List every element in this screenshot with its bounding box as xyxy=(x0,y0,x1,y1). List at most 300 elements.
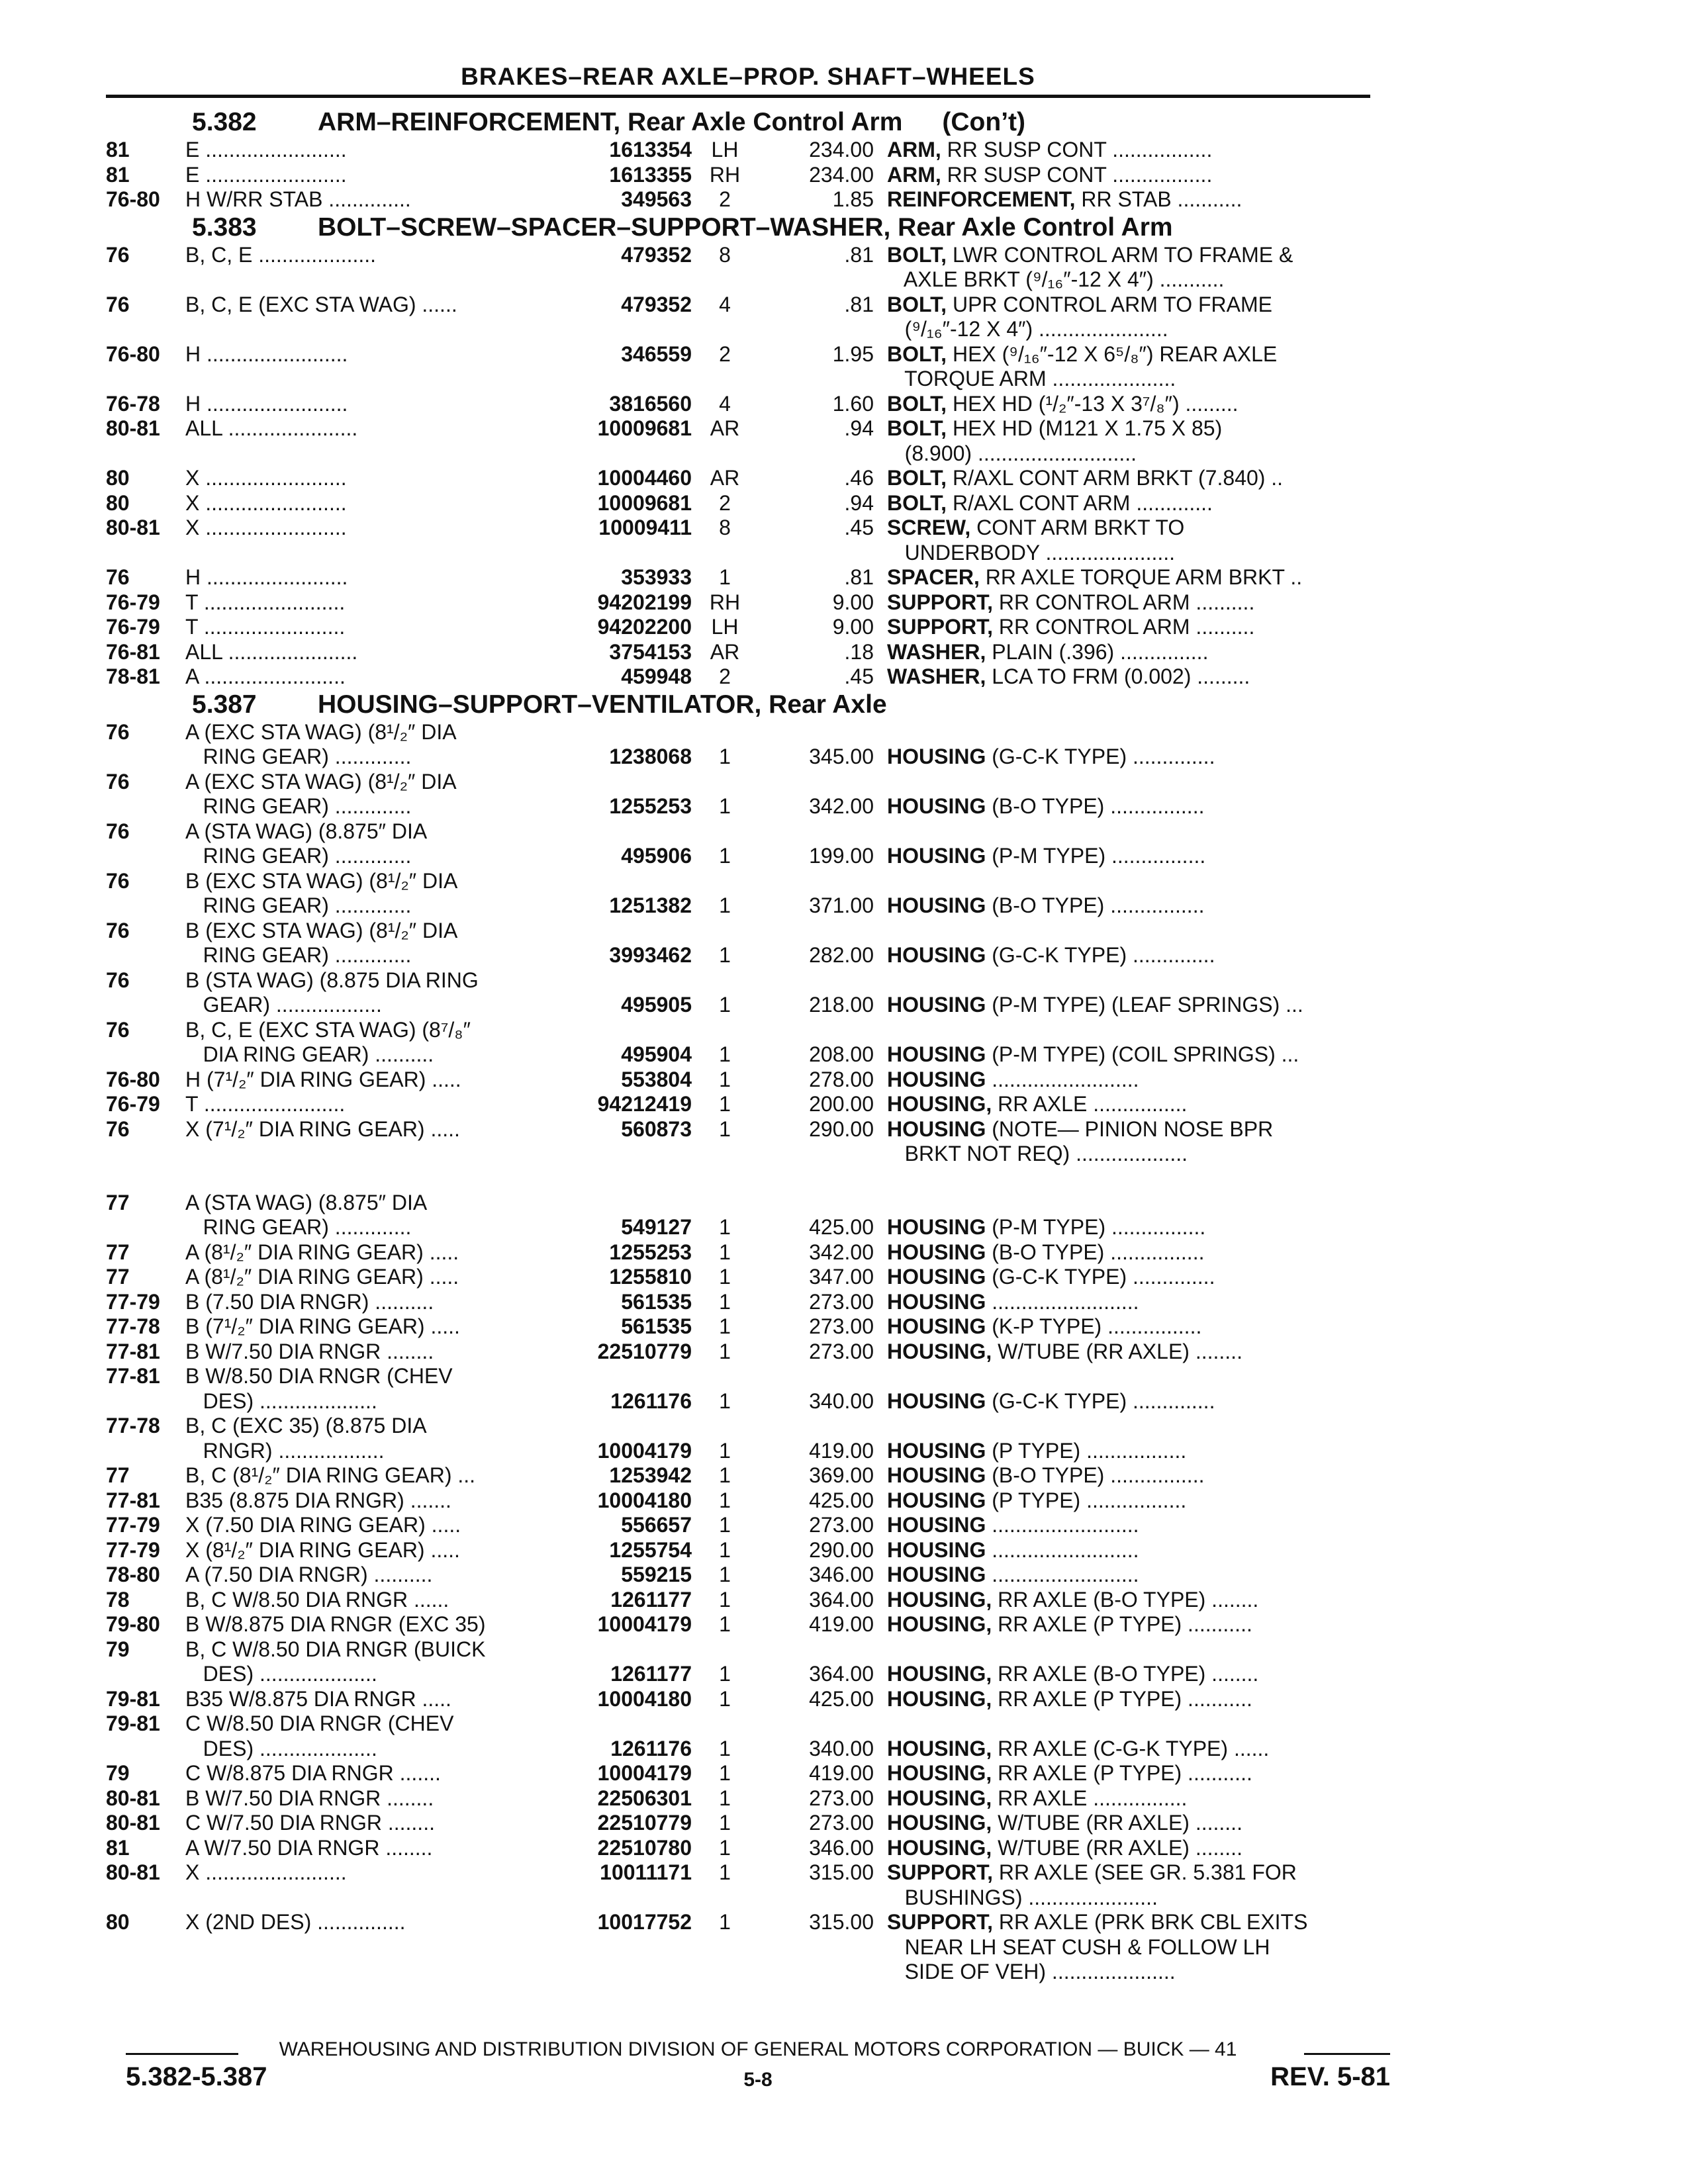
parts-row xyxy=(106,745,1390,770)
parts-row xyxy=(106,993,1390,1018)
footer-revision: REV. 5-81 xyxy=(1270,2062,1390,2091)
description-cell xyxy=(887,541,1390,566)
description-cell xyxy=(887,1687,1390,1712)
description-cell xyxy=(887,1042,1390,1068)
parts-row xyxy=(106,1637,1390,1662)
description-cell xyxy=(887,1117,1390,1142)
parts-row xyxy=(106,1687,1390,1712)
part-number-cell: 10004180 xyxy=(597,1488,692,1512)
model-cell: A (8¹/₂″ DIA RING GEAR) ..... xyxy=(185,1265,459,1289)
price-cell: .81 xyxy=(844,565,874,589)
model-cell: ALL ...................... xyxy=(185,639,358,664)
parts-row xyxy=(106,1513,1390,1538)
description-cell xyxy=(887,1240,1390,1265)
model-cell: B, C (EXC 35) (8.875 DIA xyxy=(185,1414,427,1437)
description-text: HEX HD (M121 X 1.75 X 85) xyxy=(947,416,1223,440)
quantity-cell: 1 xyxy=(719,745,731,768)
description-text: UPR CONTROL ARM TO FRAME xyxy=(947,292,1272,316)
description-keyword: HOUSING, xyxy=(887,1736,992,1760)
description-text: (G-C-K TYPE) .............. xyxy=(986,1265,1215,1289)
year-cell: 76 xyxy=(106,242,130,267)
part-number-cell: 561535 xyxy=(621,1289,692,1314)
page xyxy=(106,63,1390,1985)
price-cell: 425.00 xyxy=(809,1215,874,1239)
section-title xyxy=(106,107,1390,138)
price-cell: 282.00 xyxy=(809,943,874,967)
description-cell xyxy=(887,1935,1390,1960)
description-keyword: WASHER, xyxy=(887,664,986,688)
description-keyword: HOUSING xyxy=(887,993,986,1017)
description-cell xyxy=(887,1265,1390,1290)
page-header: BRAKES–REAR AXLE–PROP. SHAFT–WHEELS xyxy=(461,63,1035,90)
model-cell: H (7¹/₂″ DIA RING GEAR) ..... xyxy=(185,1067,461,1091)
description-keyword: HOUSING, xyxy=(887,1761,992,1785)
part-number-cell: 553804 xyxy=(621,1067,692,1091)
description-cell xyxy=(887,745,1390,770)
part-number-cell: 556657 xyxy=(621,1513,692,1537)
parts-row xyxy=(106,1290,1390,1315)
quantity-cell: 1 xyxy=(719,1587,731,1612)
description-text: CONT ARM BRKT TO xyxy=(970,516,1185,539)
description-text: R/AXL CONT ARM BRKT (7.840) .. xyxy=(947,466,1284,490)
year-cell: 78-81 xyxy=(106,664,160,688)
quantity-cell: 2 xyxy=(719,490,731,515)
description-keyword: SPACER, xyxy=(887,565,980,589)
quantity-cell: 1 xyxy=(719,1092,731,1116)
price-cell: 345.00 xyxy=(809,745,874,768)
model-cell: C W/7.50 DIA RNGR ........ xyxy=(185,1811,435,1835)
part-number-cell: 1613355 xyxy=(609,162,692,187)
year-cell: 77-81 xyxy=(106,1339,160,1363)
parts-row xyxy=(106,640,1390,665)
model-cell: B W/7.50 DIA RNGR ........ xyxy=(185,1786,434,1810)
part-number-cell: 10004460 xyxy=(597,466,692,490)
description-text: SIDE OF VEH) ..................... xyxy=(887,1960,1176,1983)
model-cell: RNGR) .................. xyxy=(185,1438,385,1463)
parts-row xyxy=(106,1364,1390,1389)
parts-row xyxy=(106,770,1390,795)
description-cell xyxy=(887,1588,1390,1613)
description-text: (P-M TYPE) (COIL SPRINGS) ... xyxy=(986,1042,1299,1066)
model-cell: X ........................ xyxy=(185,1860,347,1884)
parts-row xyxy=(106,1191,1390,1216)
description-keyword: HOUSING, xyxy=(887,1686,992,1711)
price-cell: 364.00 xyxy=(809,1587,874,1612)
description-cell xyxy=(887,267,1390,293)
quantity-cell: 1 xyxy=(719,993,731,1017)
year-cell: 76-80 xyxy=(106,187,160,211)
parts-row xyxy=(106,1340,1390,1365)
description-text: RR AXLE (SEE GR. 5.381 FOR xyxy=(993,1860,1297,1884)
part-number-cell: 1238068 xyxy=(609,745,692,768)
description-keyword: HOUSING, xyxy=(887,1092,992,1116)
quantity-cell: 1 xyxy=(719,1116,731,1141)
part-number-cell: 10009681 xyxy=(597,490,692,515)
part-number-cell: 1261177 xyxy=(610,1662,692,1686)
description-text: RR AXLE (B-O TYPE) ........ xyxy=(992,1587,1259,1612)
description-cell xyxy=(887,1068,1390,1093)
quantity-cell: 1 xyxy=(719,1860,731,1884)
model-cell: ALL ...................... xyxy=(185,416,358,440)
description-cell xyxy=(887,565,1390,590)
parts-row xyxy=(106,664,1390,690)
parts-row xyxy=(106,1563,1390,1588)
description-text: W/TUBE (RR AXLE) ........ xyxy=(992,1811,1243,1835)
model-cell: RING GEAR) ............. xyxy=(185,893,412,917)
description-text: ......................... xyxy=(986,1537,1139,1562)
year-cell: 79-81 xyxy=(106,1711,160,1735)
description-keyword: HOUSING xyxy=(887,1488,986,1512)
section-heading: HOUSING–SUPPORT–VENTILATOR, Rear Axle xyxy=(318,690,887,719)
year-cell: 76 xyxy=(106,1116,130,1141)
price-cell: 273.00 xyxy=(809,1314,874,1338)
quantity-cell: 4 xyxy=(719,391,731,416)
model-cell: E ........................ xyxy=(185,162,347,187)
year-cell: 76-79 xyxy=(106,1092,160,1116)
parts-row xyxy=(106,466,1390,491)
year-cell: 81 xyxy=(106,162,130,187)
description-cell xyxy=(887,1215,1390,1240)
model-cell: GEAR) .................. xyxy=(185,993,382,1017)
quantity-cell: 1 xyxy=(719,1042,731,1066)
quantity-cell: 1 xyxy=(719,1240,731,1264)
parts-row xyxy=(106,1463,1390,1488)
description-text: ......................... xyxy=(986,1067,1139,1091)
price-cell: 1.60 xyxy=(832,391,874,416)
description-cell xyxy=(887,590,1390,615)
part-number-cell: 22510779 xyxy=(597,1339,692,1363)
parts-row xyxy=(106,1092,1390,1117)
parts-row xyxy=(106,1117,1390,1142)
parts-row xyxy=(106,794,1390,819)
description-cell xyxy=(887,1538,1390,1563)
description-cell xyxy=(887,1960,1390,1985)
quantity-cell: RH xyxy=(709,162,741,187)
description-cell xyxy=(887,1836,1390,1861)
description-keyword: HOUSING xyxy=(887,1240,986,1264)
quantity-cell: 1 xyxy=(719,1289,731,1314)
description-keyword: SUPPORT, xyxy=(887,1860,994,1884)
parts-row xyxy=(106,1018,1390,1043)
part-number-cell: 10017752 xyxy=(597,1910,692,1934)
description-text: RR AXLE (C-G-K TYPE) ...... xyxy=(992,1736,1270,1760)
description-text: RR AXLE (P TYPE) ........... xyxy=(992,1761,1252,1785)
description-cell xyxy=(887,163,1390,188)
year-cell: 78-80 xyxy=(106,1563,160,1586)
parts-row xyxy=(106,1737,1390,1762)
parts-row xyxy=(106,1836,1390,1861)
quantity-cell: 1 xyxy=(719,1910,731,1934)
year-cell: 80-81 xyxy=(106,1860,160,1884)
parts-row xyxy=(106,441,1390,467)
model-cell: B W/7.50 DIA RNGR ........ xyxy=(185,1339,434,1363)
description-cell xyxy=(887,794,1390,819)
description-text: (G-C-K TYPE) .............. xyxy=(986,745,1215,768)
year-cell: 76-79 xyxy=(106,615,160,639)
description-text: RR CONTROL ARM .......... xyxy=(993,615,1255,639)
price-cell: 9.00 xyxy=(832,615,874,639)
description-text: HEX HD (¹/₂″-13 X 3⁷/₈″) ......... xyxy=(947,391,1239,416)
price-cell: 1.85 xyxy=(832,187,874,211)
description-keyword: HOUSING xyxy=(887,794,986,818)
parts-row xyxy=(106,844,1390,869)
year-cell: 76-81 xyxy=(106,639,160,664)
model-cell: B (7¹/₂″ DIA RING GEAR) ..... xyxy=(185,1314,460,1338)
description-keyword: HOUSING xyxy=(887,1438,986,1463)
description-keyword: HOUSING xyxy=(887,1289,986,1314)
year-cell: 80-81 xyxy=(106,516,160,539)
price-cell: 9.00 xyxy=(832,590,874,614)
description-keyword: SUPPORT, xyxy=(887,615,994,639)
page-footer xyxy=(126,2038,1390,2105)
year-cell: 79 xyxy=(106,1761,130,1785)
model-cell: B (EXC STA WAG) (8¹/₂″ DIA xyxy=(185,918,458,942)
model-cell: X ........................ xyxy=(185,490,347,515)
part-number-cell: 495904 xyxy=(621,1042,692,1066)
year-cell: 77-78 xyxy=(106,1314,160,1338)
year-cell: 77-79 xyxy=(106,1289,160,1314)
quantity-cell: 1 xyxy=(719,1463,731,1487)
part-number-cell: 479352 xyxy=(621,292,692,316)
description-text: (8.900) ........................... xyxy=(887,441,1137,465)
part-number-cell: 1255253 xyxy=(609,1240,692,1264)
description-keyword: BOLT, xyxy=(887,391,947,416)
quantity-cell: 1 xyxy=(719,1686,731,1711)
parts-row xyxy=(106,1142,1390,1167)
part-number-cell: 559215 xyxy=(621,1563,692,1586)
description-cell xyxy=(887,1811,1390,1836)
price-cell: 273.00 xyxy=(809,1289,874,1314)
description-keyword: HOUSING, xyxy=(887,1662,992,1686)
year-cell: 80-81 xyxy=(106,416,160,440)
part-number-cell: 10009411 xyxy=(598,516,692,539)
quantity-cell: 1 xyxy=(719,1513,731,1537)
model-cell: A (EXC STA WAG) (8¹/₂″ DIA xyxy=(185,719,457,744)
quantity-cell: 1 xyxy=(719,1339,731,1363)
description-text: RR AXLE (B-O TYPE) ........ xyxy=(992,1662,1259,1686)
description-keyword: HOUSING, xyxy=(887,1587,992,1612)
model-cell: B (EXC STA WAG) (8¹/₂″ DIA xyxy=(185,868,458,893)
model-cell: B (STA WAG) (8.875 DIA RING xyxy=(185,968,479,992)
quantity-cell: 1 xyxy=(719,893,731,917)
parts-row xyxy=(106,720,1390,745)
description-keyword: ARM, xyxy=(887,138,941,161)
year-cell: 77-81 xyxy=(106,1364,160,1388)
section-number: 5.382 xyxy=(192,108,257,136)
year-cell: 76 xyxy=(106,292,130,316)
parts-row xyxy=(106,1612,1390,1637)
price-cell: .45 xyxy=(844,664,874,688)
parts-row xyxy=(106,968,1390,993)
parts-row xyxy=(106,267,1390,293)
model-cell: X (7.50 DIA RING GEAR) ..... xyxy=(185,1513,461,1537)
part-number-cell: 346559 xyxy=(621,341,692,366)
description-text: (P TYPE) ................. xyxy=(986,1438,1187,1463)
description-text: W/TUBE (RR AXLE) ........ xyxy=(992,1835,1243,1860)
quantity-cell: 1 xyxy=(719,844,731,868)
price-cell: .81 xyxy=(844,242,874,267)
price-cell: 364.00 xyxy=(809,1662,874,1686)
model-cell: A (7.50 DIA RNGR) .......... xyxy=(185,1563,433,1586)
description-text: AXLE BRKT (⁹/₁₆″-12 X 4″) ........... xyxy=(887,267,1225,291)
parts-row xyxy=(106,392,1390,417)
part-number-cell: 10004180 xyxy=(597,1686,692,1711)
description-keyword: HOUSING, xyxy=(887,1612,992,1636)
description-cell xyxy=(887,1563,1390,1588)
description-keyword: HOUSING xyxy=(887,1314,986,1338)
parts-row xyxy=(106,1935,1390,1960)
part-number-cell: 10009681 xyxy=(597,416,692,440)
catalog-sections xyxy=(106,107,1390,1985)
parts-row xyxy=(106,1761,1390,1786)
part-number-cell: 495906 xyxy=(621,844,692,868)
model-cell: A W/7.50 DIA RNGR ........ xyxy=(185,1835,433,1860)
price-cell: 419.00 xyxy=(809,1612,874,1636)
price-cell: 234.00 xyxy=(809,138,874,161)
quantity-cell: 1 xyxy=(719,1736,731,1760)
part-number-cell: 3816560 xyxy=(609,391,692,416)
quantity-cell: 1 xyxy=(719,1438,731,1463)
description-keyword: HOUSING xyxy=(887,844,986,868)
price-cell: 273.00 xyxy=(809,1811,874,1835)
model-cell: B, C (8¹/₂″ DIA RING GEAR) ... xyxy=(185,1463,476,1487)
part-number-cell: 10004179 xyxy=(597,1612,692,1636)
model-cell: X ........................ xyxy=(185,466,347,490)
year-cell: 77 xyxy=(106,1240,130,1264)
model-cell: DES) .................... xyxy=(185,1736,377,1760)
description-cell xyxy=(887,664,1390,690)
quantity-cell: 2 xyxy=(719,187,731,211)
description-text: RR AXLE (P TYPE) ........... xyxy=(992,1612,1252,1636)
parts-row xyxy=(106,1265,1390,1290)
parts-row xyxy=(106,893,1390,919)
model-cell: E ........................ xyxy=(185,138,347,161)
section-continued: (Con’t) xyxy=(942,108,1025,136)
price-cell: 346.00 xyxy=(809,1563,874,1586)
price-cell: 315.00 xyxy=(809,1860,874,1884)
quantity-cell: 1 xyxy=(719,565,731,589)
section-title xyxy=(106,212,1390,243)
parts-row xyxy=(106,1910,1390,1935)
model-cell: DES) .................... xyxy=(185,1388,377,1413)
year-cell: 77 xyxy=(106,1463,130,1487)
part-number-cell: 1261177 xyxy=(610,1587,692,1612)
description-text: (B-O TYPE) ................ xyxy=(986,794,1205,818)
description-cell xyxy=(887,893,1390,919)
part-number-cell: 3754153 xyxy=(609,639,692,664)
price-cell: 340.00 xyxy=(809,1388,874,1413)
description-cell xyxy=(887,1860,1390,1886)
description-cell xyxy=(887,516,1390,541)
part-number-cell: 349563 xyxy=(621,187,692,211)
description-cell xyxy=(887,993,1390,1018)
description-cell xyxy=(887,1488,1390,1514)
parts-row xyxy=(106,1588,1390,1613)
quantity-cell: 8 xyxy=(719,242,731,267)
price-cell: 340.00 xyxy=(809,1736,874,1760)
description-keyword: SUPPORT, xyxy=(887,1910,994,1934)
description-text: RR SUSP CONT ................. xyxy=(941,138,1213,161)
quantity-cell: 1 xyxy=(719,1811,731,1835)
year-cell: 76 xyxy=(106,819,130,843)
description-text: (P TYPE) ................. xyxy=(986,1488,1187,1512)
year-cell: 81 xyxy=(106,138,130,161)
price-cell: 419.00 xyxy=(809,1761,874,1785)
year-cell: 79-80 xyxy=(106,1612,160,1636)
description-text: (G-C-K TYPE) .............. xyxy=(986,943,1215,967)
description-keyword: BOLT, xyxy=(887,490,947,515)
description-cell xyxy=(887,317,1390,342)
model-cell: C W/8.50 DIA RNGR (CHEV xyxy=(185,1711,454,1735)
price-cell: 290.00 xyxy=(809,1116,874,1141)
part-number-cell: 495905 xyxy=(621,993,692,1017)
model-cell: DES) .................... xyxy=(185,1662,377,1686)
parts-row xyxy=(106,919,1390,944)
description-text: ......................... xyxy=(986,1563,1139,1586)
description-text: (K-P TYPE) ................ xyxy=(986,1314,1202,1338)
parts-row xyxy=(106,293,1390,318)
description-text: BUSHINGS) ...................... xyxy=(887,1885,1158,1909)
description-keyword: HOUSING xyxy=(887,1463,986,1487)
description-cell xyxy=(887,1142,1390,1167)
description-text: RR STAB ........... xyxy=(1075,187,1243,211)
part-number-cell: 22510779 xyxy=(597,1811,692,1835)
description-cell xyxy=(887,293,1390,318)
description-keyword: HOUSING xyxy=(887,1215,986,1239)
model-cell: RING GEAR) ............. xyxy=(185,794,412,818)
year-cell: 79-81 xyxy=(106,1686,160,1711)
quantity-cell: 1 xyxy=(719,1835,731,1860)
parts-row xyxy=(106,1960,1390,1985)
description-text: (⁹/₁₆″-12 X 4″) ...................... xyxy=(887,317,1168,341)
description-keyword: HOUSING xyxy=(887,1537,986,1562)
description-text: BRKT NOT REQ) ................... xyxy=(887,1142,1188,1165)
description-keyword: HOUSING xyxy=(887,745,986,768)
model-cell: DIA RING GEAR) .......... xyxy=(185,1042,434,1066)
description-keyword: BOLT, xyxy=(887,416,947,440)
description-text: TORQUE ARM ..................... xyxy=(887,367,1176,390)
description-cell xyxy=(887,342,1390,367)
description-text: HEX (⁹/₁₆″-12 X 6⁵/₈″) REAR AXLE xyxy=(947,341,1278,366)
description-keyword: ARM, xyxy=(887,162,941,187)
price-cell: 347.00 xyxy=(809,1265,874,1289)
part-number-cell: 1261176 xyxy=(610,1736,692,1760)
parts-row xyxy=(106,1240,1390,1265)
model-cell: B, C, E (EXC STA WAG) ...... xyxy=(185,292,457,316)
model-cell: B, C W/8.50 DIA RNGR ...... xyxy=(185,1587,449,1612)
parts-row xyxy=(106,1068,1390,1093)
part-number-cell: 3993462 xyxy=(609,943,692,967)
description-cell xyxy=(887,640,1390,665)
description-keyword: HOUSING xyxy=(887,1042,986,1066)
description-keyword: HOUSING xyxy=(887,1513,986,1537)
quantity-cell: 1 xyxy=(719,1612,731,1636)
model-cell: B (7.50 DIA RNGR) .......... xyxy=(185,1289,434,1314)
price-cell: 425.00 xyxy=(809,1686,874,1711)
model-cell: B, C, E (EXC STA WAG) (8⁷/₈″ xyxy=(185,1017,471,1042)
description-cell xyxy=(887,1340,1390,1365)
part-number-cell: 94202199 xyxy=(597,590,692,614)
model-cell: C W/8.875 DIA RNGR ....... xyxy=(185,1761,441,1785)
description-text: ......................... xyxy=(986,1289,1139,1314)
parts-row xyxy=(106,1439,1390,1464)
parts-row xyxy=(106,590,1390,615)
description-text: (B-O TYPE) ................ xyxy=(986,893,1205,917)
price-cell: 234.00 xyxy=(809,162,874,187)
parts-row xyxy=(106,1488,1390,1514)
description-cell xyxy=(887,1737,1390,1762)
part-number-cell: 1255754 xyxy=(609,1537,692,1562)
